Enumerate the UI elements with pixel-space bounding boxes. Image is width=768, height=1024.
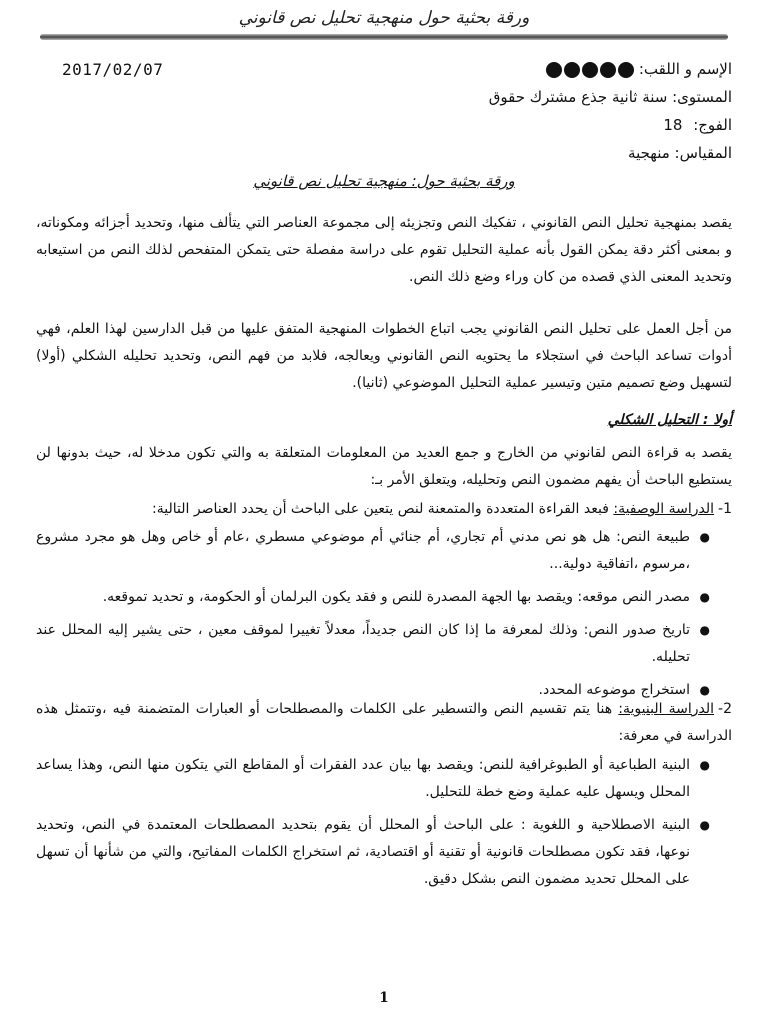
bullet-icon: ● [699, 530, 710, 544]
running-header-title: ورقة بحثية حول منهجية تحليل نص قانوني [238, 8, 530, 28]
bullet-icon: ● [699, 590, 710, 604]
page-number: 1 [379, 990, 389, 1006]
level-line: المستوى: سنة ثانية جذع مشترك حقوق [488, 88, 732, 106]
item-title: الدراسة البنيوية: [618, 701, 714, 717]
list-item: ● تاريخ صدور النص: وذلك لمعرفة ما إذا كان النص جديداً، معدلاً تغييرا لموقف معين ، حتى يشير إليه المحلل عند تحليله. [36, 617, 712, 671]
document-date: 2017/02/07 [62, 60, 164, 79]
structural-study-list [36, 752, 712, 899]
list-item: ● استخراج موضوعه المحدد. [36, 677, 712, 704]
section-heading-formal-analysis: أولا : التحليل الشكلي [607, 412, 732, 428]
numbered-item-descriptive-study [36, 496, 732, 523]
group-label: الفوج: [693, 116, 732, 134]
group-line [663, 116, 732, 134]
list-item: ● البنية الطباعية أو الطبوغرافية للنص: ويقصد بها بيان عدد الفقرات أو المقاطع التي يتكون منها النص، وهذا يساعد المحلل ويسهل عليه عملية وضع خطة للتحليل. [36, 752, 712, 806]
section-intro-paragraph: يقصد به قراءة النص لقانوني من الخارج و جمع العديد من المعلومات المتعلقة به والتي تكون مدخلا له، حيث بدونها لن يستطيع الباحث أن يفهم مضمون النص وتحليله، ويتعلق الأمر بـ: [36, 445, 732, 488]
bullet-icon: ● [699, 758, 710, 772]
redacted-name [545, 61, 635, 79]
list-item: ● البنية الاصطلاحية و اللغوية : على الباحث أو المحلل أن يقوم بتحديد المصطلحات المعتمدة في النص، وتحديد نوعها، فقد تكون مصطلحات قانونية أو تقنية أو اقتصادية، ثم استخراج الكلمات المفاتيح، والتي من شأنها أن تسهل على المحلل تحديد مضمون النص بشكل دقيق. [36, 812, 712, 893]
document-title: ورقة بحثية حول: منهجية تحليل نص قانوني [253, 172, 515, 190]
intro-paragraph-2: من أجل العمل على تحليل النص القانوني يجب اتباع الخطوات المنهجية المتفق عليها من قبل الدارسين لهذا العلم، فهي أدوات تساعد الباحث في استجلاء ما يحتويه النص القانوني ويعالجه، فلابد من فهم النص، وتحديد تحليله الشكلي (أولا) لتسهيل وضع تصميم متين وتيسير عملية التحليل الموضوعي (ثانيا). [36, 321, 732, 391]
name-label: الإسم و اللقب: [638, 60, 732, 78]
list-item: ● طبيعة النص: هل هو نص مدني أم تجاري، أم جنائي أم موضوعي مسطري ،عام أو خاص وهل هو مجرد مشروع ،مرسوم ،اتفاقية دولية... [36, 524, 712, 578]
header-divider [40, 34, 728, 40]
numbered-item-structural-study [36, 696, 732, 750]
intro-paragraph-1: يقصد بمنهجية تحليل النص القانوني ، تفكيك النص وتجزيئه إلى مجموعة العناصر التي يتألف منها، وتحديد أجزائه ومكوناته، و بمعنى أكثر دقة يمكن القول بأنه عملية التحليل تقوم على دراسة مفصلة حتى يتمكن المتفحص لذلك النص من استيعابه وتحديد المعنى الذي قصده من كان وراء وضع ذلك النص. [36, 215, 732, 285]
name-line [545, 60, 732, 79]
bullet-icon: ● [699, 623, 710, 637]
bullet-icon: ● [699, 818, 710, 832]
bullet-icon: ● [699, 683, 710, 697]
group-value: 18 [663, 116, 683, 134]
item-title: الدراسة الوصفية: [613, 501, 715, 517]
subject-line: المقياس: منهجية [628, 144, 732, 162]
descriptive-study-list [36, 524, 712, 710]
item-text: هنا يتم تقسيم النص والتسطير على الكلمات والمصطلحات أو العبارات المتضمنة فيه ،وتتمثل هذه الدراسة في معرفة: [36, 701, 732, 744]
list-item: ● مصدر النص موقعه: ويقصد بها الجهة المصدرة للنص و فقد يكون البرلمان أو الحكومة، و تحديد تموقعه. [36, 584, 712, 611]
item-text: فبعد القراءة المتعددة والمتمعنة لنص يتعين على الباحث أن يحدد العناصر التالية: [152, 501, 614, 517]
item-number: 2- [718, 701, 732, 717]
item-number: 1- [718, 501, 732, 517]
